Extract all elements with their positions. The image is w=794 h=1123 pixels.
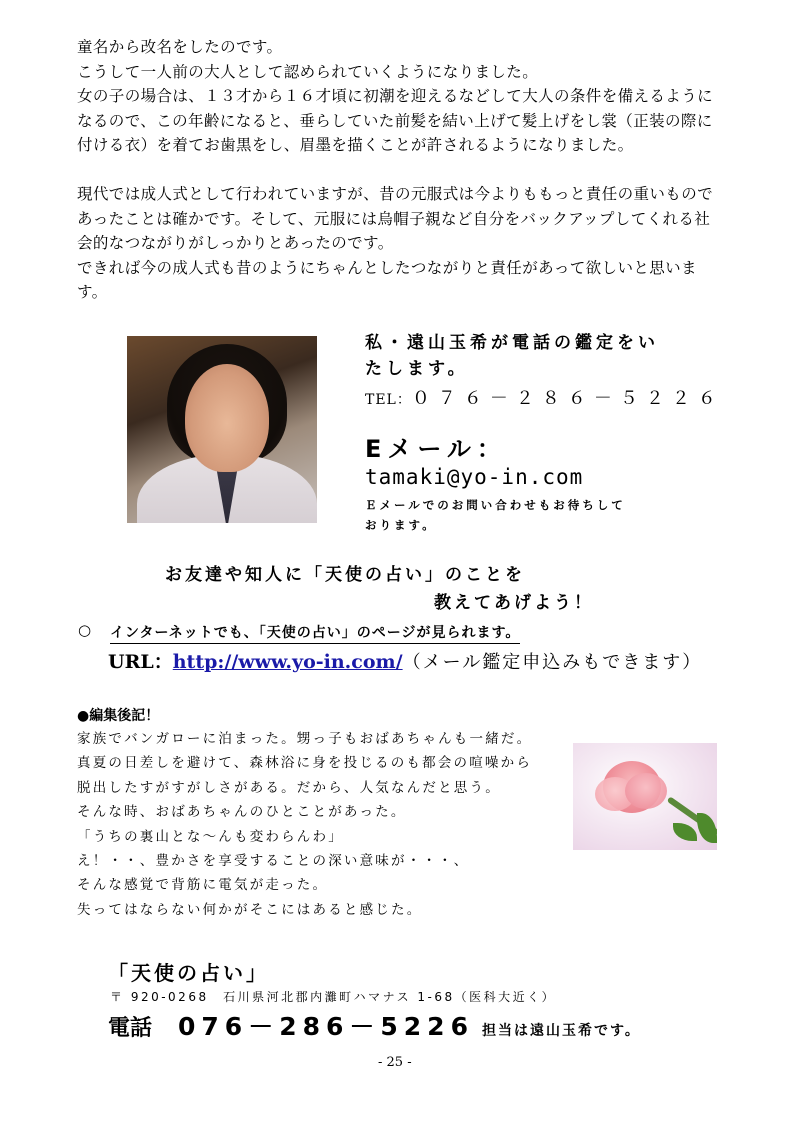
editor-line: そんな時、おばあちゃんのひとことがあった。 [77, 804, 407, 821]
tel-number: ０７６－２８６－５２２６ [411, 388, 724, 409]
phone-responsible: 担当は遠山玉希です。 [481, 1023, 641, 1039]
text-line: す。 [77, 283, 108, 302]
email-note [365, 495, 626, 535]
text-line: 付ける衣）を着てお歯黒をし、眉墨を描くことが許されるようになりました。 [77, 136, 634, 155]
text-line: できれば今の成人式も昔のようにちゃんとしたつながりと責任があって欲しいと思いま [77, 258, 697, 277]
text-line: こうして一人前の大人として認められていくようになりました。 [77, 62, 539, 81]
editor-line: 「うちの裏山とな～んも変わらんわ」 [77, 828, 344, 845]
phone-number: 076－286－5226 [178, 1012, 474, 1041]
text-line: 童名から改名をしたのです。 [77, 38, 283, 56]
portrait-photo [127, 336, 317, 523]
editor-line: 真夏の日差しを避けて、森林浴に身を投じるのも都会の喧噪から [77, 755, 533, 772]
tel-line [365, 384, 724, 410]
editor-heading: ●編集後記！ [77, 708, 160, 724]
email-heading: Eメール： [365, 435, 507, 463]
address: 〒 920-0268 石川県河北郡内灘町ハマナス 1-68（医科大近く） [110, 990, 557, 1004]
text-line: 現代では成人式として行われていますが、昔の元服式は今よりももっと責任の重いもので [77, 184, 714, 203]
editor-line: え！・・、豊かさを享受することの深い意味が・・・、 [77, 853, 470, 870]
friends-callout-line1: お友達や知人に「天使の占い」のことを [165, 565, 525, 585]
rose-image [573, 743, 717, 850]
text-line: なるので、この年齢になると、垂らしていた前髪を結い上げて髪上げをし裳（正装の際に [77, 111, 713, 130]
text-line: 会的なつながりがしっかりとあったのです。 [77, 234, 394, 253]
internet-text: インターネットでも、「天使の占い」のページが見られます。 [110, 622, 520, 644]
editor-line: 家族でバンガローに泊まった。甥っ子もおばあちゃんも一緒だ。 [77, 731, 533, 747]
contact-title-line: 私・遠山玉希が電話の鑑定をい [365, 333, 659, 353]
tel-label: TEL： [365, 392, 412, 408]
text-line: あったことは確かです。そして、元服には烏帽子親など自分をバックアップしてくれる社 [77, 209, 711, 228]
phone-label: 電話 [108, 1016, 153, 1041]
page-number: - 25 - [378, 1055, 412, 1070]
intro-paragraph [77, 35, 727, 305]
url-label: URL： [108, 651, 173, 673]
website-link[interactable]: http://www.yo-in.com/ [172, 651, 403, 673]
email-address[interactable]: tamaki@yo-in.com [365, 465, 584, 489]
contact-title [365, 330, 725, 382]
friends-callout-line2: 教えてあげよう！ [434, 593, 594, 613]
editor-line: 失ってはならない何かがそこにはあると感じた。 [77, 901, 423, 918]
contact-title-line: たします。 [365, 359, 469, 379]
editor-line: 脱出したすがすがしさがある。だから、人気なんだと思う。 [77, 779, 501, 796]
url-note: （メール鑑定申込みもできます） [402, 652, 703, 673]
editor-text [77, 727, 532, 922]
brand-name: 「天使の占い」 [108, 961, 269, 985]
email-note-line: Ｅメールでのお問い合わせもお待ちして [365, 498, 626, 512]
editor-line: そんな感覚で背筋に電気が走った。 [77, 877, 329, 894]
footer-phone [108, 1007, 641, 1043]
email-note-line: おります。 [365, 518, 437, 532]
text-line: 女の子の場合は、１３才から１６才頃に初潮を迎えるなどして大人の条件を備えるように [77, 87, 714, 106]
url-line [108, 647, 702, 674]
internet-bullet: ○ [78, 621, 92, 639]
